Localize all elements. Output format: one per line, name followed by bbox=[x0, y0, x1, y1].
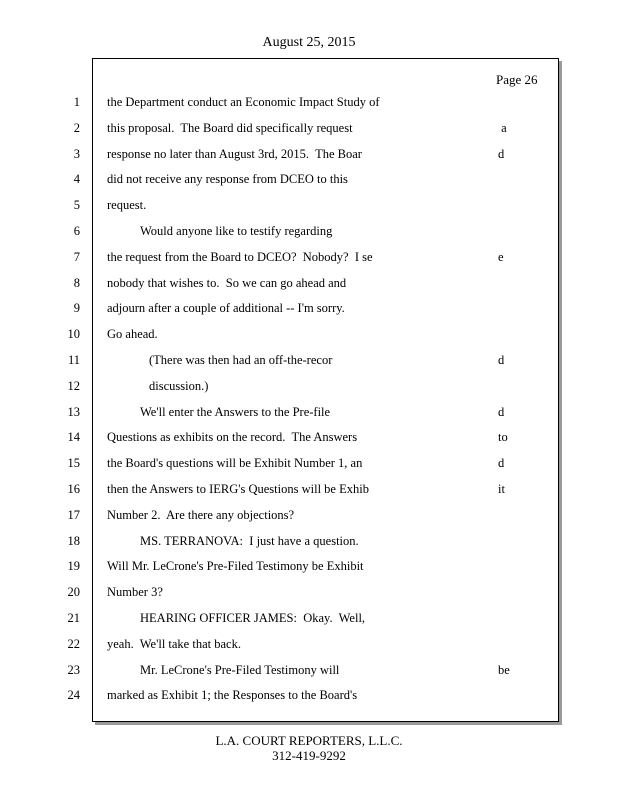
line-text: did not receive any response from DCEO to this bbox=[107, 172, 348, 187]
line-text: the request from the Board to DCEO? Nobody? I se bbox=[107, 249, 373, 264]
line-text: nobody that wishes to. So we can go ahead and bbox=[107, 275, 347, 290]
line-text: (There was then had an off-the-recor bbox=[149, 353, 333, 367]
line-text: the Board's questions will be Exhibit Number 1, an bbox=[107, 456, 363, 471]
transcript-line bbox=[0, 196, 618, 214]
footer-phone: 312-419-9292 bbox=[272, 748, 346, 763]
transcript-line bbox=[0, 661, 618, 679]
transcript-line bbox=[0, 274, 618, 292]
line-text: then the Answers to IERG's Questions will be Exhib bbox=[107, 482, 369, 496]
header-date: August 25, 2015 bbox=[262, 35, 356, 50]
line-text: Questions as exhibits on the record. The Answers bbox=[107, 430, 358, 445]
transcript-line bbox=[0, 325, 618, 343]
line-number: 16 bbox=[67, 482, 80, 496]
line-tail: d bbox=[498, 456, 505, 471]
line-tail: d bbox=[498, 404, 505, 419]
line-number: 7 bbox=[73, 249, 80, 264]
line-number: 2 bbox=[73, 120, 80, 135]
page-number: Page 26 bbox=[496, 72, 538, 87]
transcript-line bbox=[0, 480, 618, 498]
line-text: Number 2. Are there any objections? bbox=[107, 507, 295, 522]
line-text: Go ahead. bbox=[107, 327, 158, 342]
line-number: 15 bbox=[67, 456, 80, 471]
line-text: this proposal. The Board did specifically request bbox=[107, 120, 353, 135]
line-number: 12 bbox=[67, 378, 80, 393]
transcript-line bbox=[0, 170, 618, 188]
transcript-line bbox=[0, 686, 618, 704]
line-text: We'll enter the Answers to the Pre-file bbox=[140, 404, 331, 419]
footer-company: L.A. COURT REPORTERS, L.L.C. bbox=[215, 733, 403, 748]
transcript-line bbox=[0, 145, 618, 163]
line-tail: be bbox=[498, 662, 510, 677]
line-number: 10 bbox=[67, 327, 80, 342]
line-number: 17 bbox=[67, 507, 80, 522]
transcript-line bbox=[0, 635, 618, 653]
line-text: Number 3? bbox=[107, 585, 163, 600]
line-number: 22 bbox=[67, 636, 80, 651]
line-number: 8 bbox=[73, 275, 80, 290]
transcript-line bbox=[0, 428, 618, 446]
transcript-line bbox=[0, 506, 618, 524]
line-text: Mr. LeCrone's Pre-Filed Testimony will bbox=[140, 662, 340, 677]
line-number: 6 bbox=[73, 224, 80, 238]
line-number: 5 bbox=[73, 198, 80, 213]
line-text: Will Mr. LeCrone's Pre-Filed Testimony be Exhibit bbox=[107, 559, 364, 574]
line-number: 24 bbox=[67, 688, 80, 703]
line-text: HEARING OFFICER JAMES: Okay. Well, bbox=[140, 611, 366, 625]
line-tail: it bbox=[498, 482, 505, 496]
line-text: the Department conduct an Economic Impact Study of bbox=[107, 95, 380, 109]
line-tail: to bbox=[498, 430, 508, 445]
transcript-line bbox=[0, 532, 618, 550]
transcript-line bbox=[0, 583, 618, 601]
line-number: 14 bbox=[67, 430, 80, 445]
line-number: 11 bbox=[67, 353, 80, 367]
line-tail: d bbox=[498, 353, 505, 367]
line-text: adjourn after a couple of additional -- I'm sorry. bbox=[107, 301, 345, 316]
footer bbox=[0, 733, 618, 763]
transcript-line bbox=[0, 93, 618, 111]
transcript-line bbox=[0, 454, 618, 472]
line-number: 23 bbox=[67, 662, 80, 677]
transcript-line bbox=[0, 299, 618, 317]
line-number: 21 bbox=[67, 611, 80, 625]
line-text: marked as Exhibit 1; the Responses to the Board's bbox=[107, 688, 358, 703]
transcript-line bbox=[0, 557, 618, 575]
transcript-line bbox=[0, 609, 618, 627]
line-text: discussion.) bbox=[149, 378, 209, 393]
transcript-line bbox=[0, 222, 618, 240]
transcript-line bbox=[0, 403, 618, 421]
transcript-line bbox=[0, 119, 618, 137]
line-text: request. bbox=[107, 198, 147, 213]
line-number: 9 bbox=[73, 301, 80, 316]
line-number: 19 bbox=[67, 559, 80, 574]
transcript-line bbox=[0, 351, 618, 369]
line-text: Would anyone like to testify regarding bbox=[140, 224, 333, 238]
transcript-line bbox=[0, 248, 618, 266]
line-tail: a bbox=[498, 120, 507, 135]
line-text: yeah. We'll take that back. bbox=[107, 636, 241, 651]
line-tail: e bbox=[498, 249, 504, 264]
line-number: 18 bbox=[67, 533, 80, 548]
line-text: response no later than August 3rd, 2015. The Boar bbox=[107, 146, 362, 161]
line-number: 3 bbox=[73, 146, 80, 161]
line-number: 13 bbox=[67, 404, 80, 419]
line-text: MS. TERRANOVA: I just have a question. bbox=[140, 533, 359, 548]
line-number: 1 bbox=[73, 95, 80, 109]
line-number: 20 bbox=[67, 585, 80, 600]
line-number: 4 bbox=[73, 172, 80, 187]
transcript-line bbox=[0, 377, 618, 395]
line-tail: d bbox=[498, 146, 505, 161]
